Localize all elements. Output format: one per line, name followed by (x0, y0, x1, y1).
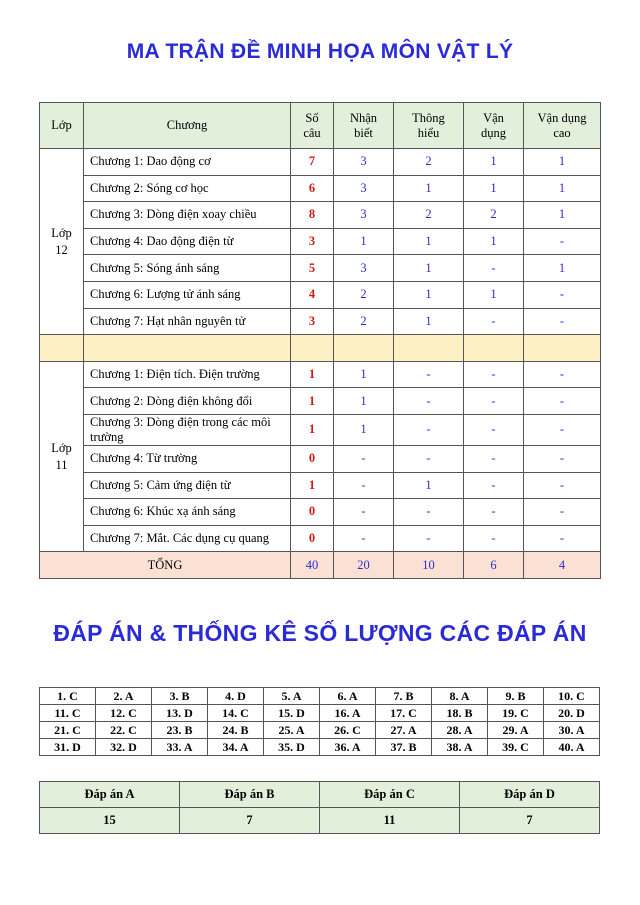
answer-cell: 31. D (40, 739, 96, 756)
comprehension-count: 1 (394, 472, 464, 499)
recognition-count: - (334, 445, 394, 472)
total-advanced-application: 4 (524, 552, 601, 579)
answer-cell: 39. C (488, 739, 544, 756)
stats-header-b: Đáp án B (180, 782, 320, 808)
recognition-count: 1 (334, 361, 394, 388)
question-count: 8 (291, 202, 334, 229)
advanced-application-count: - (524, 525, 601, 552)
advanced-application-count: - (524, 308, 601, 335)
question-count: 1 (291, 472, 334, 499)
separator-row (40, 335, 601, 362)
chapter-name: Chương 7: Hạt nhân nguyên tử (84, 308, 291, 335)
application-count: - (464, 255, 524, 282)
recognition-count: 1 (334, 228, 394, 255)
answer-cell: 3. B (152, 688, 208, 705)
recognition-count: 1 (334, 388, 394, 415)
matrix-row (40, 414, 601, 445)
answer-cell: 29. A (488, 722, 544, 739)
answer-cell: 13. D (152, 705, 208, 722)
comprehension-count: - (394, 361, 464, 388)
answer-cell: 15. D (264, 705, 320, 722)
recognition-count: 2 (334, 281, 394, 308)
matrix-row (40, 499, 601, 526)
total-comprehension: 10 (394, 552, 464, 579)
answer-cell: 16. A (320, 705, 376, 722)
answer-cell: 1. C (40, 688, 96, 705)
header-nhan-biet: Nhận biết (334, 103, 394, 149)
advanced-application-count: - (524, 414, 601, 445)
question-count: 0 (291, 445, 334, 472)
answer-cell: 17. C (376, 705, 432, 722)
matrix-row (40, 388, 601, 415)
answer-cell: 30. A (544, 722, 600, 739)
chapter-name: Chương 6: Khúc xạ ánh sáng (84, 499, 291, 526)
grade-label-11: Lớp 11 (40, 361, 84, 552)
advanced-application-count: - (524, 388, 601, 415)
question-count: 3 (291, 308, 334, 335)
question-count: 1 (291, 361, 334, 388)
advanced-application-count: 1 (524, 175, 601, 202)
matrix-header-row (40, 103, 601, 149)
answer-cell: 6. A (320, 688, 376, 705)
answer-cell: 7. B (376, 688, 432, 705)
chapter-name: Chương 4: Từ trường (84, 445, 291, 472)
answer-cell: 38. A (432, 739, 488, 756)
answer-cell: 2. A (96, 688, 152, 705)
answer-cell: 10. C (544, 688, 600, 705)
chapter-name: Chương 2: Sóng cơ học (84, 175, 291, 202)
matrix-row (40, 308, 601, 335)
header-chuong: Chương (84, 103, 291, 149)
question-count: 6 (291, 175, 334, 202)
application-count: - (464, 472, 524, 499)
matrix-row (40, 202, 601, 229)
application-count: 1 (464, 228, 524, 255)
answer-cell: 40. A (544, 739, 600, 756)
application-count: - (464, 388, 524, 415)
stats-count-d: 7 (460, 808, 600, 834)
recognition-count: - (334, 525, 394, 552)
question-count: 0 (291, 525, 334, 552)
question-count: 4 (291, 281, 334, 308)
answer-cell: 9. B (488, 688, 544, 705)
application-count: - (464, 361, 524, 388)
comprehension-count: - (394, 388, 464, 415)
separator-cell (394, 335, 464, 362)
stats-header-d: Đáp án D (460, 782, 600, 808)
grade-label-12: Lớp 12 (40, 149, 84, 335)
matrix-row (40, 445, 601, 472)
answer-row (40, 705, 600, 722)
header-van-dung-cao: Vận dụng cao (524, 103, 601, 149)
question-count: 1 (291, 388, 334, 415)
chapter-name: Chương 2: Dòng điện không đổi (84, 388, 291, 415)
chapter-name: Chương 1: Dao động cơ (84, 149, 291, 176)
answer-cell: 35. D (264, 739, 320, 756)
header-van-dung: Vận dụng (464, 103, 524, 149)
answer-cell: 22. C (96, 722, 152, 739)
answer-row (40, 688, 600, 705)
comprehension-count: - (394, 414, 464, 445)
application-count: - (464, 414, 524, 445)
stats-count-a: 15 (40, 808, 180, 834)
answer-cell: 28. A (432, 722, 488, 739)
application-count: - (464, 525, 524, 552)
answer-cell: 27. A (376, 722, 432, 739)
advanced-application-count: - (524, 361, 601, 388)
matrix-row (40, 149, 601, 176)
comprehension-count: - (394, 499, 464, 526)
answer-cell: 8. A (432, 688, 488, 705)
question-count: 0 (291, 499, 334, 526)
total-application: 6 (464, 552, 524, 579)
matrix-row (40, 175, 601, 202)
answer-cell: 37. B (376, 739, 432, 756)
answers-title: ĐÁP ÁN & THỐNG KÊ SỐ LƯỢNG CÁC ĐÁP ÁN (53, 620, 587, 646)
answer-cell: 21. C (40, 722, 96, 739)
matrix-row (40, 281, 601, 308)
advanced-application-count: - (524, 228, 601, 255)
recognition-count: 2 (334, 308, 394, 335)
total-label: TỔNG (40, 552, 291, 579)
recognition-count: 3 (334, 202, 394, 229)
stats-count-b: 7 (180, 808, 320, 834)
stats-header-a: Đáp án A (40, 782, 180, 808)
advanced-application-count: - (524, 445, 601, 472)
answer-cell: 4. D (208, 688, 264, 705)
application-count: - (464, 445, 524, 472)
application-count: - (464, 308, 524, 335)
comprehension-count: 1 (394, 255, 464, 282)
recognition-count: - (334, 472, 394, 499)
comprehension-count: - (394, 445, 464, 472)
comprehension-count: 1 (394, 308, 464, 335)
stats-header-row (40, 782, 600, 808)
recognition-count: 3 (334, 149, 394, 176)
answer-cell: 18. B (432, 705, 488, 722)
application-count: 1 (464, 149, 524, 176)
comprehension-count: 1 (394, 175, 464, 202)
answer-cell: 19. C (488, 705, 544, 722)
total-questions: 40 (291, 552, 334, 579)
separator-cell (524, 335, 601, 362)
advanced-application-count: 1 (524, 202, 601, 229)
recognition-count: 1 (334, 414, 394, 445)
comprehension-count: - (394, 525, 464, 552)
comprehension-count: 2 (394, 202, 464, 229)
answer-cell: 20. D (544, 705, 600, 722)
total-row (40, 552, 601, 579)
answer-cell: 24. B (208, 722, 264, 739)
answer-key-table (39, 687, 600, 756)
separator-cell (464, 335, 524, 362)
application-count: 2 (464, 202, 524, 229)
separator-cell (291, 335, 334, 362)
stats-header-c: Đáp án C (320, 782, 460, 808)
answer-cell: 5. A (264, 688, 320, 705)
recognition-count: 3 (334, 255, 394, 282)
answer-cell: 25. A (264, 722, 320, 739)
separator-cell (334, 335, 394, 362)
matrix-row (40, 228, 601, 255)
answer-cell: 33. A (152, 739, 208, 756)
chapter-name: Chương 3: Dòng điện xoay chiều (84, 202, 291, 229)
answer-cell: 26. C (320, 722, 376, 739)
answer-stats-table (39, 781, 600, 834)
answer-cell: 11. C (40, 705, 96, 722)
header-so-cau: Số câu (291, 103, 334, 149)
advanced-application-count: - (524, 499, 601, 526)
advanced-application-count: - (524, 472, 601, 499)
comprehension-count: 1 (394, 228, 464, 255)
answer-cell: 14. C (208, 705, 264, 722)
question-count: 5 (291, 255, 334, 282)
answer-cell: 34. A (208, 739, 264, 756)
header-lop: Lớp (40, 103, 84, 149)
chapter-name: Chương 1: Điện tích. Điện trường (84, 361, 291, 388)
answer-cell: 32. D (96, 739, 152, 756)
page-title: MA TRẬN ĐỀ MINH HỌA MÔN VẬT LÝ (126, 40, 514, 63)
application-count: - (464, 499, 524, 526)
matrix-row (40, 525, 601, 552)
comprehension-count: 2 (394, 149, 464, 176)
answer-cell: 23. B (152, 722, 208, 739)
matrix-row (40, 361, 601, 388)
chapter-name: Chương 5: Sóng ánh sáng (84, 255, 291, 282)
question-count: 1 (291, 414, 334, 445)
recognition-count: 3 (334, 175, 394, 202)
chapter-name: Chương 5: Cảm ứng điện từ (84, 472, 291, 499)
matrix-table (39, 102, 601, 579)
answer-cell: 36. A (320, 739, 376, 756)
chapter-name: Chương 4: Dao động điện từ (84, 228, 291, 255)
recognition-count: - (334, 499, 394, 526)
question-count: 3 (291, 228, 334, 255)
separator-cell (40, 335, 84, 362)
total-recognition: 20 (334, 552, 394, 579)
answer-row (40, 739, 600, 756)
header-thong-hieu: Thông hiểu (394, 103, 464, 149)
advanced-application-count: 1 (524, 255, 601, 282)
stats-count-c: 11 (320, 808, 460, 834)
advanced-application-count: 1 (524, 149, 601, 176)
separator-cell (84, 335, 291, 362)
stats-values-row (40, 808, 600, 834)
chapter-name: Chương 6: Lượng tử ánh sáng (84, 281, 291, 308)
matrix-row (40, 255, 601, 282)
advanced-application-count: - (524, 281, 601, 308)
chapter-name: Chương 3: Dòng điện trong các môi trường (84, 414, 291, 445)
comprehension-count: 1 (394, 281, 464, 308)
chapter-name: Chương 7: Mắt. Các dụng cụ quang (84, 525, 291, 552)
answer-cell: 12. C (96, 705, 152, 722)
matrix-row (40, 472, 601, 499)
application-count: 1 (464, 281, 524, 308)
answer-row (40, 722, 600, 739)
application-count: 1 (464, 175, 524, 202)
question-count: 7 (291, 149, 334, 176)
